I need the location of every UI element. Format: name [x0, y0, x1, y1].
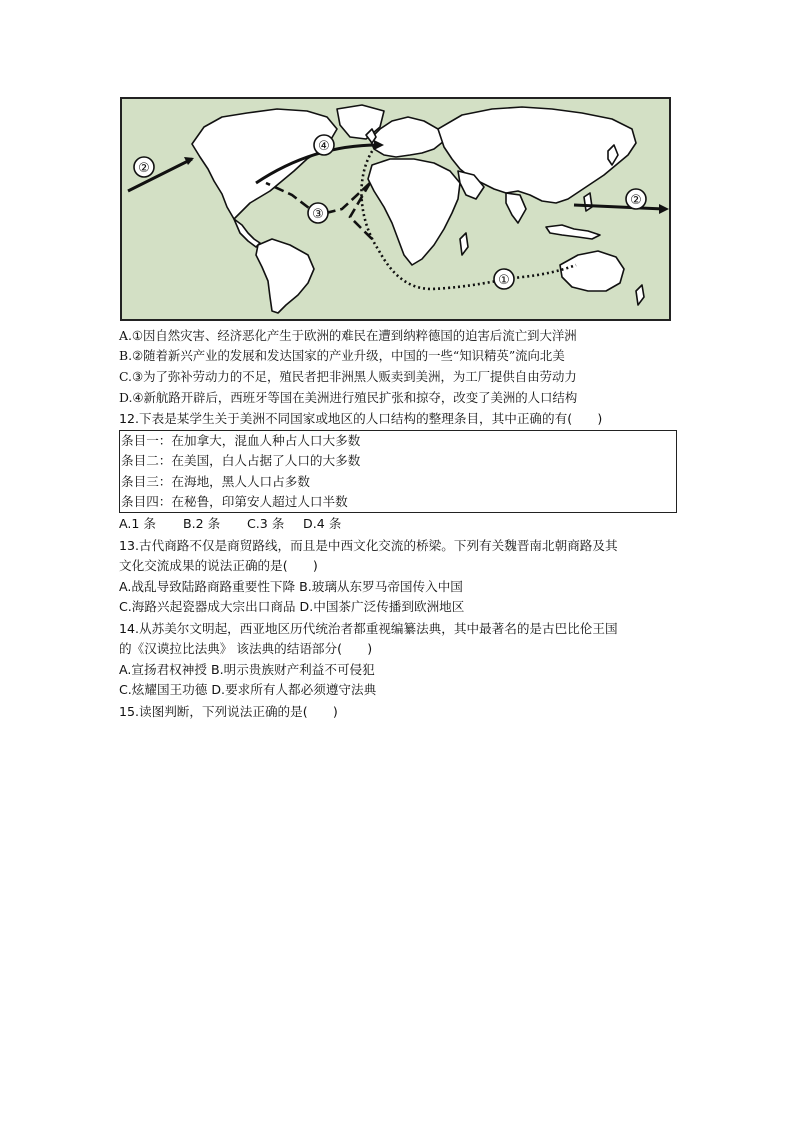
- new-zealand-shape: [636, 285, 644, 305]
- indonesia-shape: [546, 225, 600, 239]
- q13-options-line-1[interactable]: A.战乱导致陆路商路重要性下降 B.玻璃从东罗马帝国传入中国: [119, 579, 463, 594]
- route-label-3: ③: [312, 207, 324, 222]
- africa-shape: [368, 159, 460, 265]
- q14-options-line-1[interactable]: A.宣扬君权神授 B.明示贵族财产利益不可侵犯: [119, 662, 375, 677]
- route-label-2-west: ②: [138, 161, 150, 176]
- q13-options-line-2[interactable]: C.海路兴起瓷器成大宗出口商品 D.中国茶广泛传播到欧洲地区: [119, 599, 465, 614]
- q12-option-a[interactable]: A.1 条: [119, 516, 157, 531]
- australia-shape: [560, 251, 624, 291]
- q11-option-c[interactable]: C.③为了弥补劳动力的不足，殖民者把非洲黑人贩卖到美洲，为工厂提供自由劳动力: [119, 369, 577, 384]
- north-america-shape: [192, 109, 337, 219]
- q12-options: [119, 514, 341, 535]
- q14-options-line-2[interactable]: C.炫耀国王功德 D.要求所有人都必须遵守法典: [119, 682, 377, 697]
- q14-stem-line-2: 的《汉谟拉比法典》 该法典的结语部分( ): [119, 641, 373, 656]
- q12-item-2: 条目二：在美国，白人占据了人口的大多数: [121, 453, 361, 468]
- south-america-shape: [256, 239, 314, 313]
- route-label-2-east: ②: [630, 193, 642, 208]
- q11-option-b[interactable]: B.②随着新兴产业的发展和发达国家的产业升级，中国的一些“知识精英”流向北美: [119, 348, 565, 363]
- q12-stem: 12.下表是某学生关于美洲不同国家或地区的人口结构的整理条目，其中正确的有( ): [119, 411, 603, 426]
- world-migration-map: [120, 97, 671, 321]
- route-label-4: ④: [318, 139, 330, 154]
- q12-option-b[interactable]: B.2 条: [183, 516, 221, 531]
- central-america-shape: [234, 219, 260, 247]
- q13-stem-line-1: 13.古代商路不仅是商贸路线，而且是中西文化交流的桥梁。下列有关魏晋南北朝商路及其: [119, 538, 618, 553]
- q12-item-4: 条目四：在秘鲁，印第安人超过人口半数: [121, 494, 348, 509]
- q15-stem: 15.读图判断，下列说法正确的是( ): [119, 704, 338, 719]
- q14-stem-line-1: 14.从苏美尔文明起，西亚地区历代统治者都重视编纂法典，其中最著名的是古巴比伦王国: [119, 621, 618, 636]
- india-shape: [506, 193, 526, 223]
- map-drawing: [122, 99, 669, 319]
- q12-item-1: 条目一：在加拿大，混血人种占人口大多数: [121, 433, 361, 448]
- q11-option-a[interactable]: A.①因自然灾害、经济恶化产生于欧洲的难民在遭到纳粹德国的迫害后流亡到大洋洲: [119, 328, 577, 343]
- philippines-shape: [584, 193, 592, 211]
- q12-option-c[interactable]: C.3 条: [247, 516, 285, 531]
- madagascar-shape: [460, 233, 468, 255]
- q12-items-table: [119, 430, 677, 513]
- q11-option-d[interactable]: D.④新航路开辟后，西班牙等国在美洲进行殖民扩张和掠夺，改变了美洲的人口结构: [119, 390, 578, 405]
- route-label-1: ①: [498, 273, 510, 288]
- q13-stem-line-2: 文化交流成果的说法正确的是( ): [119, 558, 318, 573]
- q12-option-d[interactable]: D.4 条: [303, 516, 342, 531]
- q12-item-3: 条目三：在海地，黑人人口占多数: [121, 474, 310, 489]
